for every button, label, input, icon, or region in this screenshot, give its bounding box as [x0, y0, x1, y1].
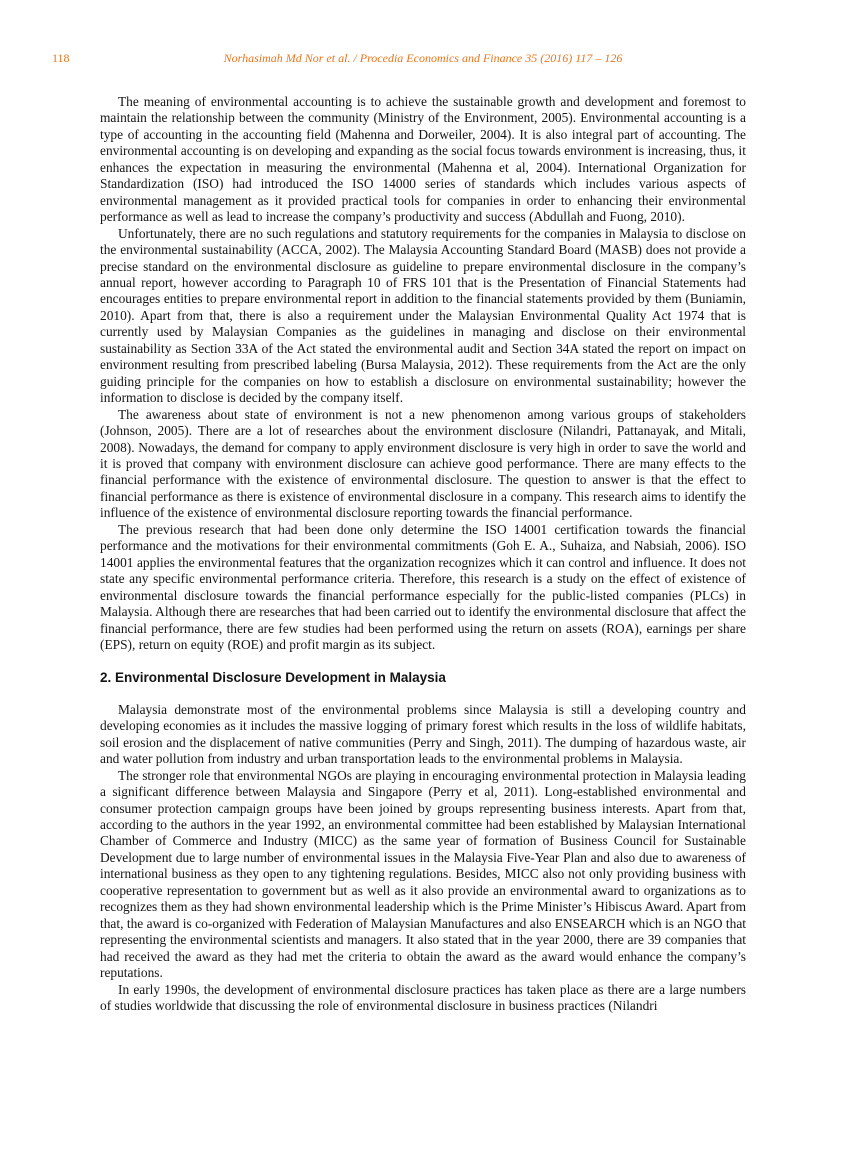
paragraph-intro-1: The meaning of environmental accounting is to achieve the sustainable growth and development and foremost to maintain the relationship between the community (Ministry of the Environment, 2005). Environmental accounting is a type of accounting in the accounting field (Mahenna and Dorweiler, 2004). It is also integral part of accounting. The environmental accounting is on developing and expanding as the social focus towards environment is increasing, thus, it enhances the expectation in measuring the environmental (Mahenna et al, 2004). International Organization for Standardization (ISO) had introduced the ISO 14000 series of standards which includes various aspects of environmental management as it provided practical tools for companies in order to enhancing their environmental performance as well as lead to increase the company’s productivity and success (Abdullah and Fuong, 2010). — [100, 94, 746, 225]
paragraph-intro-2: Unfortunately, there are no such regulations and statutory requirements for the companies in Malaysia to disclose on the environmental sustainability (ACCA, 2002). The Malaysia Accounting Standard Board (MASB) does not provide a precise standard on the environmental disclosure as guideline to prepare environmental disclosure in the company’s annual report, however according to Paragraph 10 of FRS 101 that is the Presentation of Financial Statements had encourages entities to prepare environmental report in addition to the financial statements provided by them (Buniamin, 2010). Apart from that, there is also a requirement under the Malaysian Environmental Quality Act 1974 that is currently used by Malaysian Companies as the guidelines in managing and disclose on their environmental sustainability as Section 33A of the Act stated the environmental audit and Section 34A stated the report on impact on environment resulting from prescribed labeling (Bursa Malaysia, 2012). These requirements from the Act are the only guiding principle for the companies on how to establish a disclosure on environmental sustainability; however the information to disclose is decided by the company itself. — [100, 225, 746, 406]
paragraph-development-3: In early 1990s, the development of environmental disclosure practices has taken place as there are a large numbers of studies worldwide that discussing the role of environmental disclosure in business practices (Nilandri — [100, 981, 746, 1014]
page-number: 118 — [52, 51, 70, 65]
paragraph-intro-3: The awareness about state of environment is not a new phenomenon among various groups of stakeholders (Johnson, 2005). There are a lot of researches about the environment disclosure (Nilandri, Pattanayak, and Mitali, 2008). Nowadays, the demand for company to apply environment disclosure is very high in order to save the world and it is proved that company with environment disclosure can achieve good performance. There are many effects to the financial performance with the existence of environmental disclosure. The question to answer is that the effect to financial performance as there is existence of environmental disclosure in a company. This research aims to identify the influence of the existence of environmental disclosure reporting towards the financial performance. — [100, 406, 746, 521]
article-body — [100, 94, 746, 1014]
paragraph-intro-4: The previous research that had been done only determine the ISO 14001 certification towards the financial performance and the motivations for their environmental commitments (Goh E. A., Suhaiza, and Nabsiah, 2006). ISO 14001 applies the environmental features that the organization recognizes which it can control and influence. It does not state any specific environmental performance criteria. Therefore, this research is a study on the effect of existence of environmental disclosure towards the financial performance especially for the public-listed companies (PLCs) in Malaysia. Although there are researches that had been carried out to identify the environmental disclosure that affect the financial performance, there are few studies had been performed using the return on assets (ROA), earnings per share (EPS), return on equity (ROE) and profit margin as its subject. — [100, 521, 746, 652]
paragraph-development-2: The stronger role that environmental NGOs are playing in encouraging environmental protection in Malaysia leading a significant difference between Malaysia and Singapore (Perry et al, 2011). Long-established environmental and consumer protection campaign groups have been joined by groups representing business interests. Apart from that, according to the authors in the year 1992, an environmental committee had been established by Malaysian International Chamber of Commerce and Industry (MICC) as the same year of formation of Business Council for Sustainable Development due to large number of environmental issues in the Malaysia Five-Year Plan and also due to awareness of international business as they open to any tightening regulations. Besides, MICC also not only providing business with cooperative representation to government but as well as it also provide an environmental award to organizations as to recognizes them as they had shown environmental leadership which is the Prime Minister’s Hibiscus Award. Apart from that, the award is co-organized with Federation of Malaysian Manufactures and also ENSEARCH which is an NGO that representing the environmental scientists and managers. It also stated that in the year 2000, there are 39 companies that had received the award as they had met the criteria to obtain the award as the award would enhance the company’s reputations. — [100, 767, 746, 981]
running-title: Norhasimah Md Nor et al. / Procedia Economics and Finance 35 (2016) 117 – 126 — [223, 51, 623, 65]
page-header — [0, 51, 846, 67]
section-heading: 2. Environmental Disclosure Development in Malaysia — [100, 670, 446, 686]
paragraph-development-1: Malaysia demonstrate most of the environmental problems since Malaysia is still a developing country and developing economies as it includes the massive logging of primary forest which results in the loss of wildlife habitats, soil erosion and the displacement of native communities (Perry and Singh, 2011). The dumping of hazardous waste, air and water pollution from industry and urban transportation leads to the environmental problems in Malaysia. — [100, 701, 746, 767]
